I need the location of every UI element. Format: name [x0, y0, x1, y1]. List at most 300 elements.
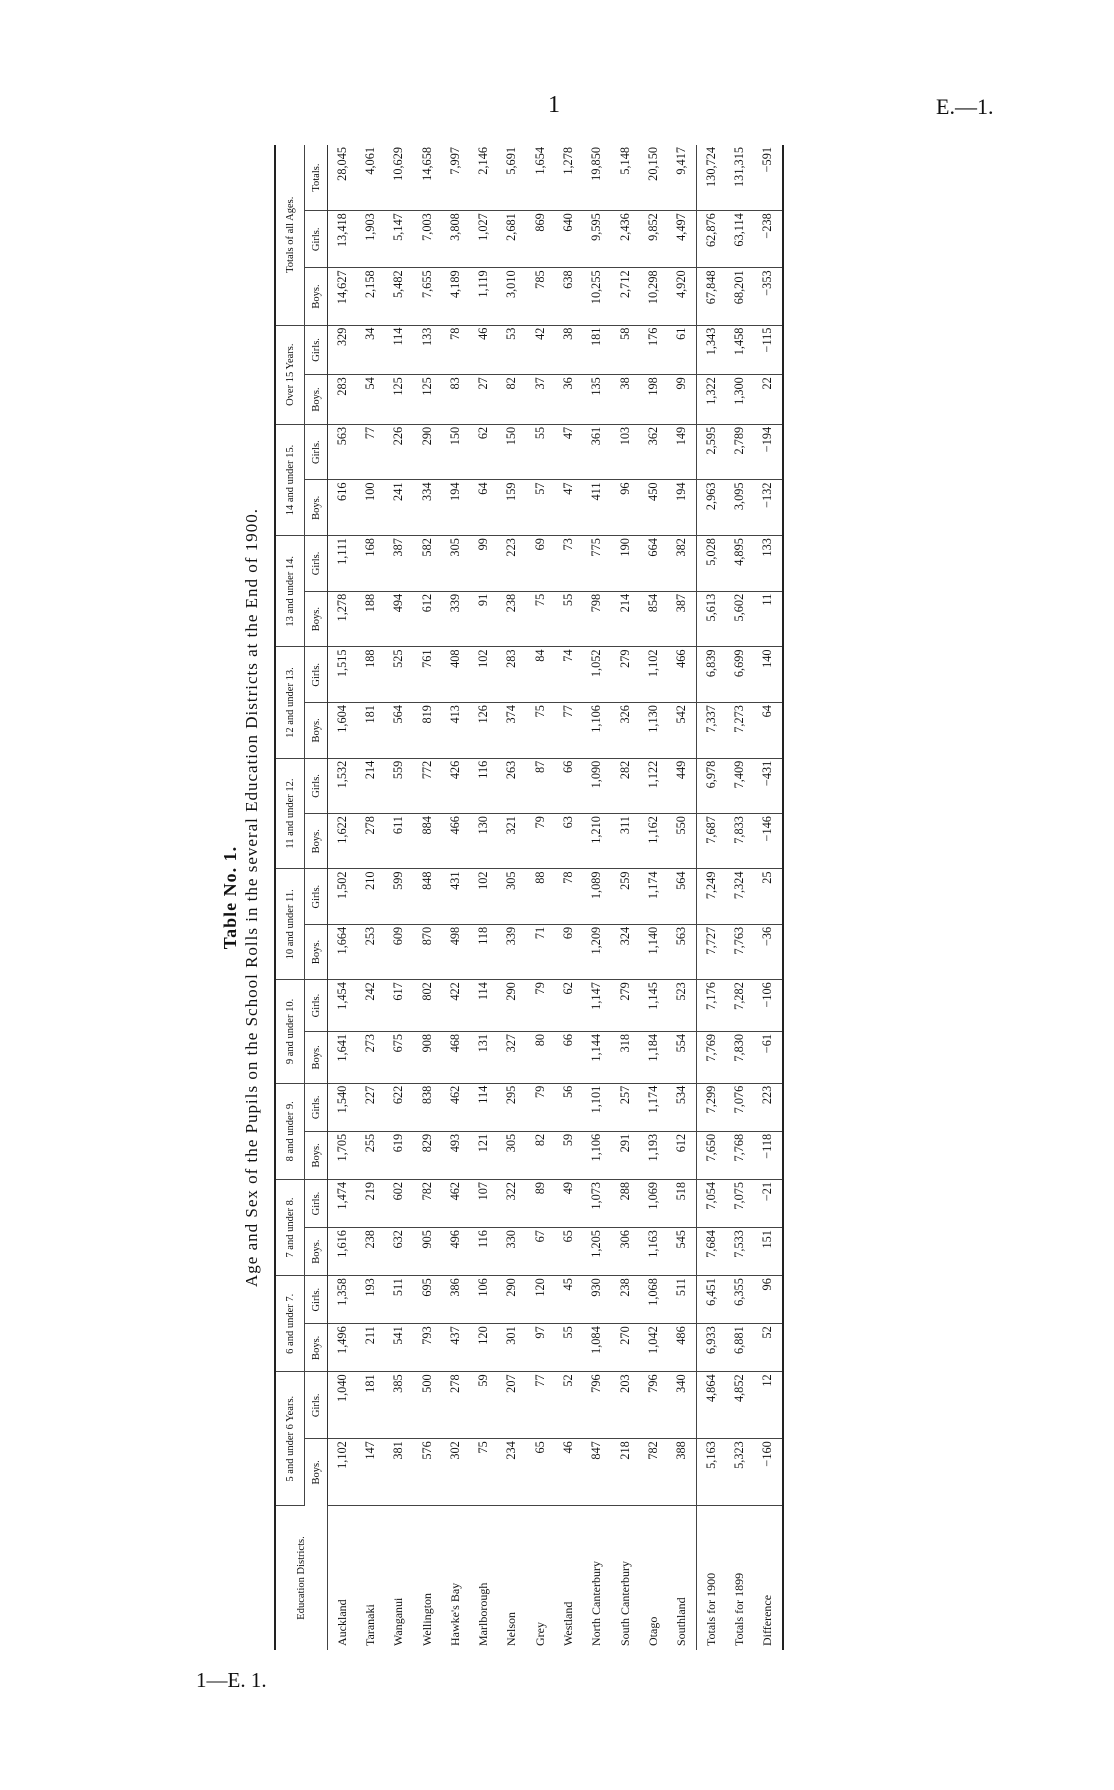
table-cell: 25 [753, 869, 782, 924]
table-cell: −194 [753, 424, 782, 480]
table-cell: 4,497 [668, 211, 697, 268]
table-cell: 27 [469, 375, 497, 425]
table-cell: 118 [469, 924, 497, 979]
table-cell: 1,101 [583, 1083, 611, 1131]
boys-header: Boys. [305, 924, 328, 979]
table-cell: 1,622 [328, 814, 357, 869]
table-cell: 493 [441, 1131, 469, 1179]
table-cell: 78 [441, 325, 469, 375]
table-cell: 612 [413, 591, 441, 647]
table-cell: 5,148 [611, 145, 639, 211]
table-cell: 5,147 [385, 211, 413, 268]
table-cell: 340 [668, 1372, 697, 1439]
table-cell: 387 [668, 591, 697, 647]
table-cell: 114 [385, 325, 413, 375]
table-cell: 576 [413, 1439, 441, 1506]
table-row [526, 145, 554, 1650]
table-cell: 848 [413, 869, 441, 924]
age-group-header: 9 and under 10. [275, 980, 305, 1084]
table-cell: 511 [385, 1276, 413, 1324]
district-name: Marlborough [476, 1582, 491, 1646]
table-row [583, 145, 611, 1650]
table-cell: 77 [526, 1372, 554, 1439]
table-cell: 65 [526, 1439, 554, 1506]
table-cell: 1,040 [328, 1372, 357, 1439]
table-cell: 1,515 [328, 647, 357, 703]
table-cell: 10,255 [583, 268, 611, 325]
table-cell: 334 [413, 480, 441, 536]
table-cell: 1,068 [639, 1276, 667, 1324]
table-cell: 7,533 [725, 1228, 753, 1276]
table-cell: 14,627 [328, 268, 357, 325]
table-cell: 63 [554, 814, 582, 869]
table-cell: 819 [413, 703, 441, 759]
table-cell: 227 [356, 1083, 384, 1131]
table-cell: 214 [611, 591, 639, 647]
table-cell: 71 [526, 924, 554, 979]
table-cell: 288 [611, 1179, 639, 1227]
district-name: Grey [532, 1622, 547, 1646]
table-cell: 1,184 [639, 1031, 667, 1083]
age-group-header: 10 and under 11. [275, 869, 305, 980]
table-cell: 1,119 [469, 268, 497, 325]
table-cell: 282 [611, 758, 639, 813]
table-cell: 1,145 [639, 980, 667, 1032]
table-cell: 14,658 [413, 145, 441, 211]
table-cell: 6,451 [696, 1276, 725, 1324]
girls-header: Girls. [305, 1179, 328, 1227]
table-cell: −160 [753, 1439, 782, 1506]
table-cell: 63,114 [725, 211, 753, 268]
table-cell: 301 [498, 1324, 526, 1372]
table-cell: 554 [668, 1031, 697, 1083]
table-cell: 68,201 [725, 268, 753, 325]
table-cell: 494 [385, 591, 413, 647]
table-cell: 327 [498, 1031, 526, 1083]
district-name: Auckland [334, 1599, 349, 1646]
table-cell: 5,482 [385, 268, 413, 325]
table-cell: 5,691 [498, 145, 526, 211]
table-cell: 77 [356, 424, 384, 480]
table-cell: 422 [441, 980, 469, 1032]
table-cell: 96 [753, 1276, 782, 1324]
table-cell: 62,876 [696, 211, 725, 268]
table-cell: 381 [385, 1439, 413, 1506]
table-cell: 207 [498, 1372, 526, 1439]
table-cell: 318 [611, 1031, 639, 1083]
age-group-header: 11 and under 12. [275, 758, 305, 869]
table-cell: 96 [611, 480, 639, 536]
table-cell: 1,458 [725, 325, 753, 375]
table-cell: 525 [385, 647, 413, 703]
table-cell: 7,003 [413, 211, 441, 268]
table-cell: 34 [356, 325, 384, 375]
table-cell: 775 [583, 536, 611, 592]
header-row-groups [275, 145, 305, 1650]
table-cell: 78 [554, 869, 582, 924]
table-cell: 4,895 [725, 536, 753, 592]
table-cell: 1,174 [639, 869, 667, 924]
table-cell: 9,595 [583, 211, 611, 268]
boys-header: Boys. [305, 480, 328, 536]
table-cell: 133 [413, 325, 441, 375]
table-cell: 4,189 [441, 268, 469, 325]
table-cell: −61 [753, 1031, 782, 1083]
table-cell: 278 [441, 1372, 469, 1439]
table-cell: 126 [469, 703, 497, 759]
table-cell: 99 [668, 375, 697, 425]
table-cell: 273 [356, 1031, 384, 1083]
table-cell: 534 [668, 1083, 697, 1131]
table-cell: −431 [753, 758, 782, 813]
table-row [356, 145, 384, 1650]
table-cell: 80 [526, 1031, 554, 1083]
table-cell: 59 [554, 1131, 582, 1179]
age-group-header: Totals of all Ages. [275, 145, 305, 325]
table-cell: 462 [441, 1083, 469, 1131]
table-cell: 91 [469, 591, 497, 647]
table-cell: 130,724 [696, 145, 725, 211]
table-cell: −353 [753, 268, 782, 325]
table-cell: 1,343 [696, 325, 725, 375]
table-cell: 1,027 [469, 211, 497, 268]
table-cell: 69 [554, 924, 582, 979]
table-cell: 5,613 [696, 591, 725, 647]
district-name: Hawke's Bay [447, 1582, 462, 1646]
table-cell: 1,052 [583, 647, 611, 703]
table-cell: 11 [753, 591, 782, 647]
table-cell: 7,655 [413, 268, 441, 325]
table-cell: 114 [469, 980, 497, 1032]
girls-header: Girls. [305, 1276, 328, 1324]
table-cell: 59 [469, 1372, 497, 1439]
table-cell: 97 [526, 1324, 554, 1372]
table-cell: 242 [356, 980, 384, 1032]
table-cell: 12 [753, 1372, 782, 1439]
table-cell: 385 [385, 1372, 413, 1439]
table-cell: 238 [356, 1228, 384, 1276]
table-cell: 69 [526, 536, 554, 592]
table-cell: 45 [554, 1276, 582, 1324]
table-cell: 1,205 [583, 1228, 611, 1276]
table-cell: 339 [498, 924, 526, 979]
table-cell: 7,684 [696, 1228, 725, 1276]
table-cell: 263 [498, 758, 526, 813]
girls-header: Girls. [305, 211, 328, 268]
table-cell: 7,299 [696, 1083, 725, 1131]
table-cell: 564 [668, 869, 697, 924]
boys-header: Boys. [305, 268, 328, 325]
table-cell: 884 [413, 814, 441, 869]
table-cell: 7,833 [725, 814, 753, 869]
district-name: North Canterbury [589, 1561, 604, 1646]
table-cell: 57 [526, 480, 554, 536]
table-cell: 542 [668, 703, 697, 759]
table-cell: 1,278 [328, 591, 357, 647]
table-cell: 500 [413, 1372, 441, 1439]
table-cell: 413 [441, 703, 469, 759]
table-cell: 1,474 [328, 1179, 357, 1227]
table-cell: 785 [526, 268, 554, 325]
table-row [441, 145, 469, 1650]
table-cell: 2,146 [469, 145, 497, 211]
table-cell: 88 [526, 869, 554, 924]
girls-header: Girls. [305, 536, 328, 592]
table-cell: 5,323 [725, 1439, 753, 1506]
table-cell: 1,111 [328, 536, 357, 592]
district-name: Totals for 1899 [731, 1572, 746, 1646]
table-cell: 75 [469, 1439, 497, 1506]
age-group-header: 6 and under 7. [275, 1276, 305, 1372]
table-cell: 772 [413, 758, 441, 813]
table-cell: 283 [498, 647, 526, 703]
table-cell: 7,830 [725, 1031, 753, 1083]
table-cell: 151 [753, 1228, 782, 1276]
table-cell: 1,903 [356, 211, 384, 268]
table-cell: 7,075 [725, 1179, 753, 1227]
boys-header: Boys. [305, 375, 328, 425]
table-cell: 362 [639, 424, 667, 480]
table-cell: 53 [498, 325, 526, 375]
table-cell: 10,298 [639, 268, 667, 325]
table-cell: 257 [611, 1083, 639, 1131]
table-cell: 42 [526, 325, 554, 375]
table-cell: 617 [385, 980, 413, 1032]
table-cell: 930 [583, 1276, 611, 1324]
table-cell: 437 [441, 1324, 469, 1372]
table-cell: 386 [441, 1276, 469, 1324]
table-cell: 6,978 [696, 758, 725, 813]
girls-header: Girls. [305, 424, 328, 480]
table-cell: 7,768 [725, 1131, 753, 1179]
table-cell: 62 [554, 980, 582, 1032]
table-cell: 1,144 [583, 1031, 611, 1083]
girls-header: Girls. [305, 980, 328, 1032]
table-cell: 259 [611, 869, 639, 924]
table-cell: 234 [498, 1439, 526, 1506]
rotated-content [218, 145, 908, 1650]
table-cell: 382 [668, 536, 697, 592]
table-cell: 550 [668, 814, 697, 869]
table-cell: 496 [441, 1228, 469, 1276]
table-cell: 793 [413, 1324, 441, 1372]
table-cell: 147 [356, 1439, 384, 1506]
table-cell: 1,210 [583, 814, 611, 869]
table-cell: 602 [385, 1179, 413, 1227]
table-cell: 181 [356, 1372, 384, 1439]
table-cell: 2,963 [696, 480, 725, 536]
table-cell: 782 [639, 1439, 667, 1506]
table-cell: 1,089 [583, 869, 611, 924]
table-cell: 223 [753, 1083, 782, 1131]
table-cell: 450 [639, 480, 667, 536]
table-cell: 89 [526, 1179, 554, 1227]
table-cell: 329 [328, 325, 357, 375]
boys-header: Boys. [305, 1439, 328, 1506]
table-cell: 193 [356, 1276, 384, 1324]
table-cell: 1,705 [328, 1131, 357, 1179]
table-cell: 223 [498, 536, 526, 592]
table-cell: 3,808 [441, 211, 469, 268]
table-cell: 9,417 [668, 145, 697, 211]
table-cell: 582 [413, 536, 441, 592]
table-cell: 518 [668, 1179, 697, 1227]
table-cell: 4,920 [668, 268, 697, 325]
table-cell: 321 [498, 814, 526, 869]
table-cell: 130 [469, 814, 497, 869]
table-cell: 5,163 [696, 1439, 725, 1506]
table-cell: 1,140 [639, 924, 667, 979]
table-subtitle: Age and Sex of the Pupils on the School Rolls in the several Education Districts at the End of 1900. [242, 508, 261, 1287]
table-cell: 4,864 [696, 1372, 725, 1439]
header-row-sex [305, 145, 328, 1650]
table-row [498, 145, 526, 1650]
table-cell: 54 [356, 375, 384, 425]
table-cell: 7,769 [696, 1031, 725, 1083]
table-cell: 79 [526, 814, 554, 869]
table-cell: 49 [554, 1179, 582, 1227]
table-cell: 107 [469, 1179, 497, 1227]
table-cell: 36 [554, 375, 582, 425]
table-cell: 2,158 [356, 268, 384, 325]
table-cell: 1,358 [328, 1276, 357, 1324]
table-cell: −115 [753, 325, 782, 375]
table-cell: 324 [611, 924, 639, 979]
district-name: South Canterbury [617, 1561, 632, 1646]
table-cell: 782 [413, 1179, 441, 1227]
table-cell: 609 [385, 924, 413, 979]
girls-header: Girls. [305, 1083, 328, 1131]
table-cell: 73 [554, 536, 582, 592]
table-cell: 869 [526, 211, 554, 268]
table-cell: 3,010 [498, 268, 526, 325]
table-cell: 66 [554, 758, 582, 813]
table-cell: 2,595 [696, 424, 725, 480]
boys-header: Boys. [305, 814, 328, 869]
table-cell: 55 [526, 424, 554, 480]
table-cell: 214 [356, 758, 384, 813]
table-cell: 466 [668, 647, 697, 703]
table-cell: 411 [583, 480, 611, 536]
table-cell: 541 [385, 1324, 413, 1372]
table-cell: 1,322 [696, 375, 725, 425]
table-row [639, 145, 667, 1650]
table-cell: 120 [469, 1324, 497, 1372]
table-cell: 290 [498, 1276, 526, 1324]
table-cell: 361 [583, 424, 611, 480]
table-cell: 181 [356, 703, 384, 759]
table-cell: 426 [441, 758, 469, 813]
table-cell: 4,852 [725, 1372, 753, 1439]
table-cell: 7,650 [696, 1131, 725, 1179]
table-cell: 7,282 [725, 980, 753, 1032]
table-cell: 511 [668, 1276, 697, 1324]
table-cell: −591 [753, 145, 782, 211]
table-cell: 622 [385, 1083, 413, 1131]
table-cell: 241 [385, 480, 413, 536]
table-row [413, 145, 441, 1650]
table-cell: 374 [498, 703, 526, 759]
table-cell: 210 [356, 869, 384, 924]
table-head [275, 145, 328, 1650]
table-cell: 1,162 [639, 814, 667, 869]
table-cell: 38 [554, 325, 582, 375]
table-cell: 103 [611, 424, 639, 480]
table-cell: 7,997 [441, 145, 469, 211]
table-cell: 619 [385, 1131, 413, 1179]
table-cell: 2,436 [611, 211, 639, 268]
table-cell: 87 [526, 758, 554, 813]
table-cell: 761 [413, 647, 441, 703]
table-cell: 67,848 [696, 268, 725, 325]
table-cell: 640 [554, 211, 582, 268]
table-cell: 1,193 [639, 1131, 667, 1179]
table-cell: 330 [498, 1228, 526, 1276]
table-cell: 1,496 [328, 1324, 357, 1372]
district-name: Westland [561, 1601, 576, 1646]
table-cell: 1,102 [639, 647, 667, 703]
table-cell: 125 [385, 375, 413, 425]
table-cell: 7,727 [696, 924, 725, 979]
table-cell: 1,540 [328, 1083, 357, 1131]
table-cell: 194 [441, 480, 469, 536]
table-cell: 56 [554, 1083, 582, 1131]
table-cell: 1,532 [328, 758, 357, 813]
table-cell: 65 [554, 1228, 582, 1276]
table-cell: 2,789 [725, 424, 753, 480]
table-cell: 75 [526, 703, 554, 759]
table-cell: 52 [554, 1372, 582, 1439]
table-cell: 1,454 [328, 980, 357, 1032]
table-cell: 523 [668, 980, 697, 1032]
table-row [696, 145, 725, 1650]
table-cell: 226 [385, 424, 413, 480]
table-cell: 559 [385, 758, 413, 813]
table-cell: 116 [469, 1228, 497, 1276]
table-cell: 188 [356, 647, 384, 703]
table-cell: 121 [469, 1131, 497, 1179]
table-cell: 311 [611, 814, 639, 869]
table-cell: 339 [441, 591, 469, 647]
table-cell: 84 [526, 647, 554, 703]
table-cell: 61 [668, 325, 697, 375]
table-cell: 28,045 [328, 145, 357, 211]
table-cell: 305 [498, 869, 526, 924]
table-cell: 908 [413, 1031, 441, 1083]
table-cell: 238 [498, 591, 526, 647]
girls-header: Girls. [305, 758, 328, 813]
table-cell: 7,324 [725, 869, 753, 924]
table-cell: 168 [356, 536, 384, 592]
table-cell: 47 [554, 424, 582, 480]
table-cell: 545 [668, 1228, 697, 1276]
table-cell: 1,069 [639, 1179, 667, 1227]
table-cell: −146 [753, 814, 782, 869]
table-cell: 612 [668, 1131, 697, 1179]
district-name: Taranaki [362, 1604, 377, 1646]
table-cell: 1,073 [583, 1179, 611, 1227]
district-name: Totals for 1900 [696, 1506, 725, 1651]
table-cell: 22 [753, 375, 782, 425]
table-cell: 13,418 [328, 211, 357, 268]
table-cell: 695 [413, 1276, 441, 1324]
girls-header: Girls. [305, 647, 328, 703]
table-cell: 194 [668, 480, 697, 536]
table-cell: 664 [639, 536, 667, 592]
table-cell: 198 [639, 375, 667, 425]
table-cell: 1,300 [725, 375, 753, 425]
table-cell: 305 [498, 1131, 526, 1179]
